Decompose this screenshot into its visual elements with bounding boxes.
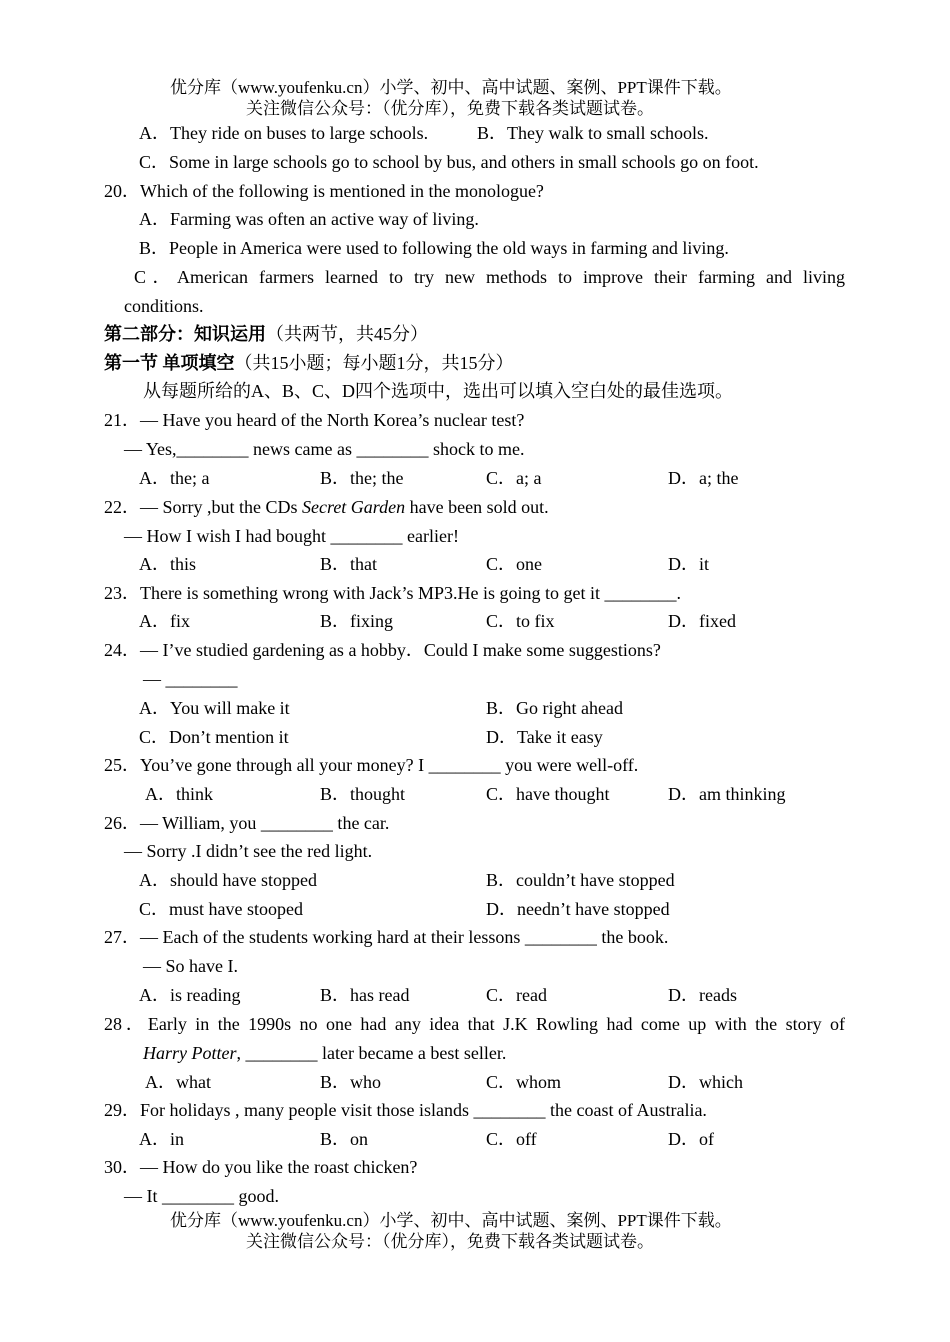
q28-line2-title: Harry Potter [143, 1043, 237, 1063]
q28-option-a: A．what [145, 1072, 211, 1092]
q26-option-c: C．must have stooped [139, 899, 303, 919]
q21-line2: — Yes,________ news came as ________ shock to me. [124, 439, 525, 459]
q27-option-b: B．has read [320, 985, 410, 1005]
q23-option-b: B．fixing [320, 611, 394, 631]
q26-option-b: B．couldn’t have stopped [486, 870, 675, 890]
q27-option-c: C．read [486, 985, 547, 1005]
q22-line1-post: have been sold out. [405, 497, 549, 517]
q21-line1: 21．— Have you heard of the North Korea’s nuclear test? [104, 410, 525, 430]
q27-option-d: D．reads [668, 985, 737, 1005]
q27-option-a: A．is reading [139, 985, 241, 1005]
q22-option-a: A．this [139, 554, 197, 574]
q19-option-c: C．Some in large schools go to school by bus, and others in small schools go on foot. [139, 152, 759, 172]
q19-option-b: B．They walk to small schools. [477, 123, 709, 143]
q22-line1-title: Secret Garden [302, 497, 406, 517]
q24-line2: — ________ [143, 669, 238, 689]
q29-line1: 29．For holidays , many people visit those islands ________ the coast of Australia. [104, 1100, 707, 1120]
q25-option-a: A．think [145, 784, 214, 804]
q21-option-d: D．a; the [668, 468, 739, 488]
section-title-bold: 第二部分：知识运用 [104, 324, 266, 344]
q28-line1: 28．Early in the 1990s no one had any idea that J.K Rowling had come up with the story of [104, 1014, 845, 1034]
q29-option-d: D．of [668, 1129, 714, 1149]
q24-option-a: A．You will make it [139, 698, 290, 718]
q29-option-b: B．on [320, 1129, 369, 1149]
q23-option-a: A．fix [139, 611, 190, 631]
q27-line2: — So have I. [143, 956, 238, 976]
subsection-title [104, 352, 514, 374]
section-title-rest: （共两节，共45分） [266, 324, 428, 344]
instruction: 从每题所给的A、B、C、D四个选项中，选出可以填入空白处的最佳选项。 [143, 381, 734, 401]
watermark-bottom-line1: 优分库（www.youfenku.cn）小学、初中、高中试题、案例、PPT课件下载。 [170, 1211, 732, 1230]
q26-option-d: D．needn’t have stopped [486, 899, 670, 919]
q19-option-a: A．They ride on buses to large schools. [139, 123, 429, 143]
q29-option-a: A．in [139, 1129, 184, 1149]
q24-option-c: C．Don’t mention it [139, 727, 289, 747]
q28-line2 [143, 1042, 506, 1064]
q22-option-b: B．that [320, 554, 377, 574]
watermark-bottom-line2: 关注微信公众号：（优分库），免费下载各类试题试卷。 [246, 1232, 654, 1251]
q28-option-b: B．who [320, 1072, 382, 1092]
q25-option-b: B．thought [320, 784, 406, 804]
q21-option-c: C．a; a [486, 468, 542, 488]
q27-line1: 27．— Each of the students working hard at their lessons ________ the book. [104, 927, 669, 947]
q26-line2: — Sorry .I didn’t see the red light. [124, 841, 373, 861]
q22-option-d: D．it [668, 554, 710, 574]
q30-line1: 30．— How do you like the roast chicken? [104, 1157, 418, 1177]
q22-line1 [104, 496, 549, 518]
watermark-top-line2: 关注微信公众号：（优分库），免费下载各类试题试卷。 [246, 99, 654, 118]
subsection-title-rest: （共15小题；每小题1分，共15分） [234, 353, 514, 373]
q23-line1: 23．There is something wrong with Jack’s MP3.He is going to get it ________. [104, 583, 681, 603]
subsection-title-bold: 第一节 单项填空 [104, 353, 235, 373]
q20-option-b: B．People in America were used to following the old ways in farming and living. [139, 238, 729, 258]
q28-option-d: D．which [668, 1072, 743, 1092]
q21-option-a: A．the; a [139, 468, 210, 488]
q24-line1: 24．— I’ve studied gardening as a hobby．Could I make some suggestions? [104, 640, 661, 660]
q26-line1: 26．— William, you ________ the car. [104, 813, 390, 833]
q28-line2-post: , ________ later became a best seller. [236, 1043, 507, 1063]
q21-option-b: B．the; the [320, 468, 404, 488]
q22-line2: — How I wish I had bought ________ earlier! [124, 526, 459, 546]
q30-line2: — It ________ good. [124, 1186, 279, 1206]
q29-option-c: C．off [486, 1129, 537, 1149]
section-title [104, 323, 428, 345]
q22-line1-pre: 22．— Sorry ,but the CDs [104, 497, 302, 517]
q20-option-c-line2: conditions. [124, 296, 204, 316]
q23-option-d: D．fixed [668, 611, 736, 631]
q22-option-c: C．one [486, 554, 542, 574]
q28-option-c: C．whom [486, 1072, 562, 1092]
q24-option-b: B．Go right ahead [486, 698, 623, 718]
q26-option-a: A．should have stopped [139, 870, 317, 890]
q25-option-d: D．am thinking [668, 784, 786, 804]
q20-option-a: A．Farming was often an active way of living. [139, 209, 479, 229]
q23-option-c: C．to fix [486, 611, 555, 631]
watermark-top-line1: 优分库（www.youfenku.cn）小学、初中、高中试题、案例、PPT课件下载。 [170, 78, 732, 97]
q20-stem: 20．Which of the following is mentioned in the monologue? [104, 181, 544, 201]
q25-line1: 25．You’ve gone through all your money? I ________ you were well-off. [104, 755, 639, 775]
q24-option-d: D．Take it easy [486, 727, 603, 747]
q20-option-c-line1: C．American farmers learned to try new methods to improve their farming and living [134, 267, 845, 287]
q25-option-c: C．have thought [486, 784, 610, 804]
